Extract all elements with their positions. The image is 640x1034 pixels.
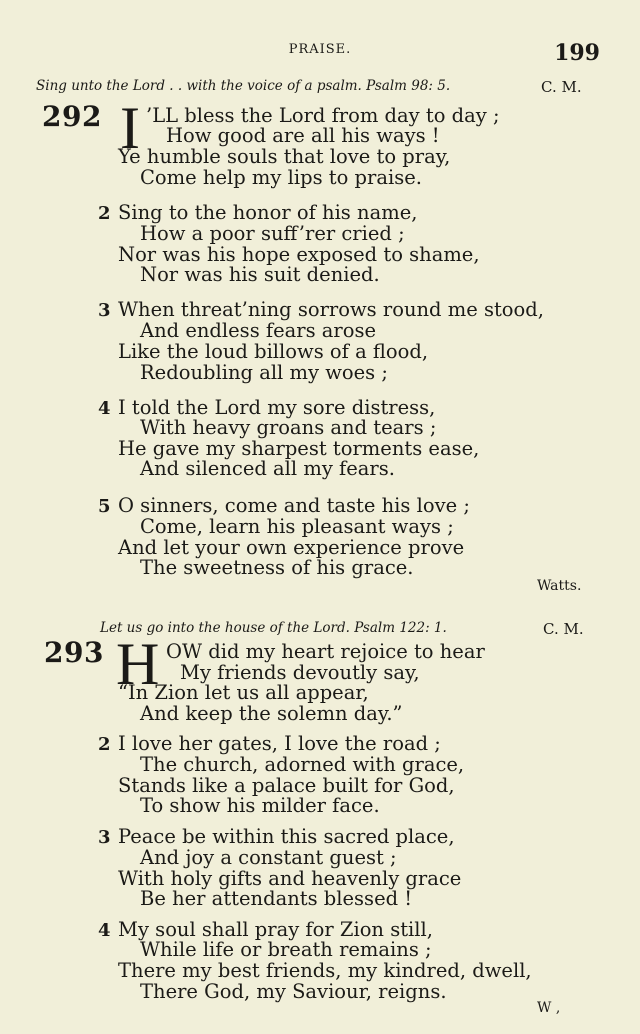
verse-line: With heavy groans and tears ; [140,416,437,439]
verse-line: While life or breath remains ; [140,938,432,961]
verse-line: And keep the solemn day.” [140,702,403,725]
epigraph: Sing unto the Lord . . with the voice of a psalm. Psalm 98: 5. [36,78,451,94]
verse-line: And silenced all my fears. [140,457,395,480]
verse-line: “In Zion let us all appear, [118,681,369,704]
stanza-number: 2 [98,203,111,224]
page-number: 199 [554,40,600,66]
verse-line: I told the Lord my sore distress, [118,396,436,419]
verse-line: Come help my lips to praise. [140,166,422,189]
verse-line: The church, adorned with grace, [140,753,465,776]
hymn-number: 293 [44,636,104,669]
verse-line: Stands like a palace built for God, [118,774,455,797]
verse-line: How good are all his ways ! [166,124,440,147]
verse-line: And let your own experience prove [118,536,465,559]
verse-line: Redoubling all my woes ; [140,361,388,384]
verse-line: My friends devoutly say, [180,661,420,684]
verse-line: When threat’ning sorrows round me stood, [118,298,544,321]
verse-line: Like the loud billows of a flood, [118,340,429,363]
verse-line: He gave my sharpest torments ease, [118,437,480,460]
meter: C. M. [541,78,582,96]
verse-line: I love her gates, I love the road ; [118,732,441,755]
author-attribution: Watts. [537,578,582,594]
verse-line: There my best friends, my kindred, dwell, [118,959,532,982]
verse-line: Nor was his hope exposed to shame, [118,243,480,266]
stanza-number: 3 [98,300,111,321]
verse-line: ’LL bless the Lord from day to day ; [146,104,500,127]
meter: C. M. [543,620,584,638]
verse-line: OW did my heart rejoice to hear [166,640,485,663]
stanza-number: 4 [98,920,111,941]
verse-line: Peace be within this sacred place, [118,825,455,848]
epigraph: Let us go into the house of the Lord. Psalm 122: 1. [100,620,447,636]
drop-cap: H [116,631,160,697]
drop-cap: I [120,95,140,161]
verse-line: The sweetness of his grace. [140,556,414,579]
verse-line: And joy a constant guest ; [140,846,397,869]
stanza-number: 2 [98,734,111,755]
verse-line: And endless fears arose [140,319,377,342]
verse-line: Sing to the honor of his name, [118,201,418,224]
verse-line: Come, learn his pleasant ways ; [140,515,454,538]
verse-line: Ye humble souls that love to pray, [118,145,451,168]
stanza-number: 3 [98,827,111,848]
verse-line: My soul shall pray for Zion still, [118,918,433,941]
verse-line: With holy gifts and heavenly grace [118,867,462,890]
hymn-number: 292 [42,100,102,133]
verse-line: To show his milder face. [140,794,380,817]
verse-line: Be her attendants blessed ! [140,887,413,910]
verse-line: There God, my Saviour, reigns. [140,980,447,1003]
stanza-number: 5 [98,496,111,517]
verse-line: How a poor suff’rer cried ; [140,222,405,245]
author-attribution: W , [537,1000,561,1016]
running-head: PRAISE. [288,42,352,57]
verse-line: O sinners, come and taste his love ; [118,494,470,517]
stanza-number: 4 [98,398,111,419]
verse-line: Nor was his suit denied. [140,263,380,286]
